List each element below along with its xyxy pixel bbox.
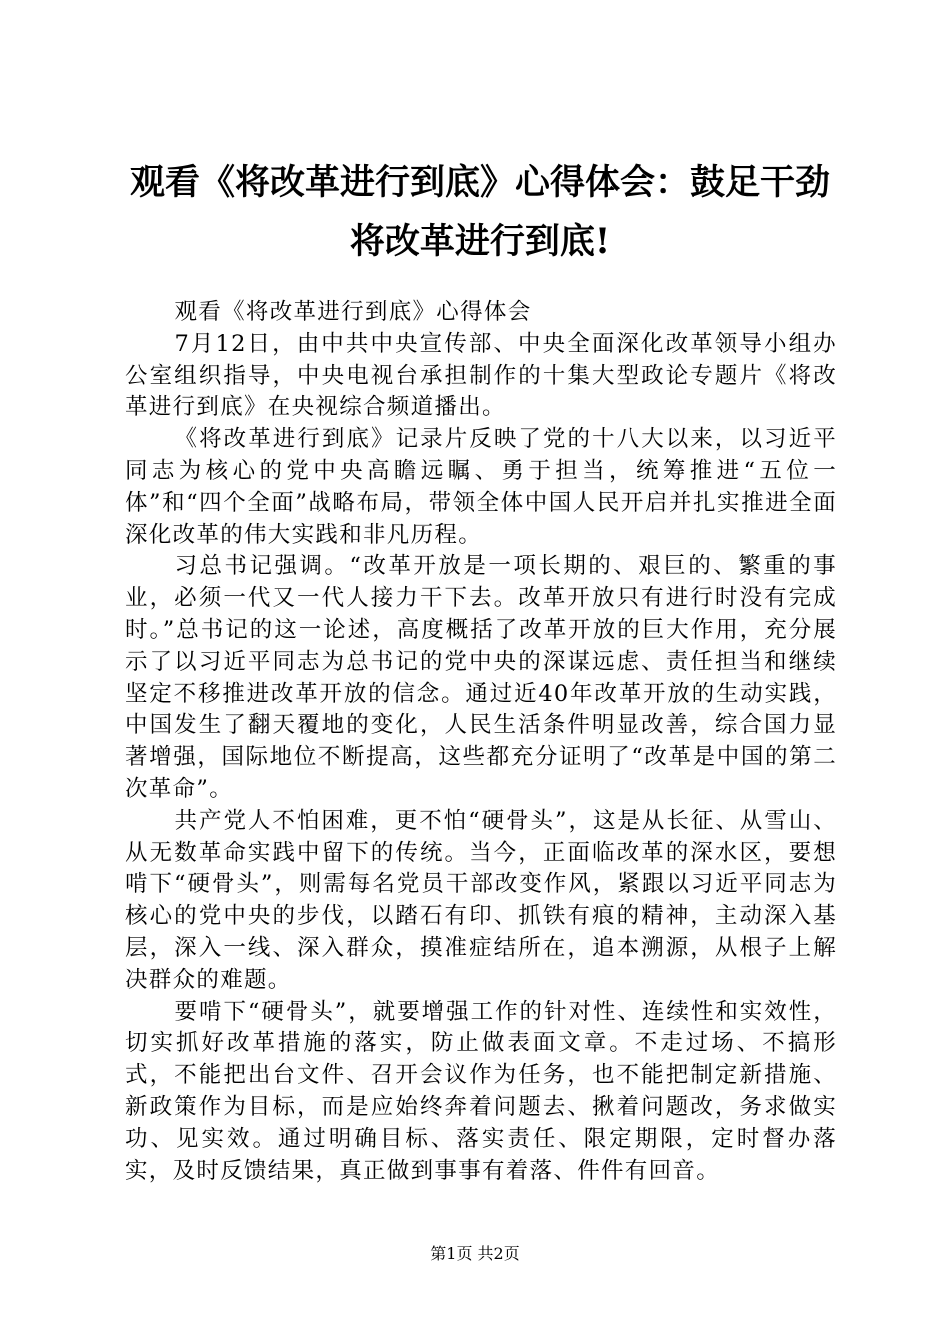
paragraph-subtitle: 观看《将改革进行到底》心得体会 [174,299,532,325]
paragraph: 要啃下“硬骨头”，就要增强工作的针对性、连续性和实效性，切实抓好改革措施的落实，防止做表面文章。不走过场、不搞形式，不能把出台文件、召开会议作为任务，也不能把制定新措施、新政策作为目标，而是应始终奔着问题去、揪着问题改，务求做实功、见实效。通过明确目标、落实责任、限定期限，定时督办落实，及时反馈结果，真正做到事事有着落、件件有回音。 [125,998,837,1184]
document-title-line-1: 观看《将改革进行到底》心得体会：鼓足干劲 [129,162,830,203]
document-title-line-2: 将改革进行到底! [349,221,611,262]
paragraph: 习总书记强调。“改革开放是一项长期的、艰巨的、繁重的事业，必须一代又一代人接力干下去。改革开放只有进行时没有完成时。”总书记的这一论述，高度概括了改革开放的巨大作用，充分展示了以习近平同志为总书记的党中央的深谋远虑、责任担当和继续坚定不移推进改革开放的信念。通过近40年改革开放的生动实践，中国发生了翻天覆地的变化，人民生活条件明显改善，综合国力显著增强，国际地位不断提高，这些都充分证明了“改革是中国的第二次革命”。 [125,553,837,802]
paragraph: 7月12日，由中共中央宣传部、中央全面深化改革领导小组办公室组织指导，中央电视台承担制作的十集大型政论专题片《将改革进行到底》在央视综合频道播出。 [125,330,837,421]
page-number-footer: 第1页 共2页 [430,1244,520,1263]
paragraph: 共产党人不怕困难，更不怕“硬骨头”，这是从长征、从雪山、从无数革命实践中留下的传统。当今，正面临改革的深水区，要想啃下“硬骨头”，则需每名党员干部改变作风，紧跟以习近平同志为核心的党中央的步伐，以踏石有印、抓铁有痕的精神，主动深入基层，深入一线、深入群众，摸准症结所在，追本溯源，从根子上解决群众的难题。 [125,807,837,993]
paragraph: 《将改革进行到底》记录片反映了党的十八大以来，以习近平同志为核心的党中央高瞻远瞩、勇于担当，统筹推进“五位一体”和“四个全面”战略布局，带领全体中国人民开启并扎实推进全面深化改革的伟大实践和非凡历程。 [125,426,837,548]
document-body [125,297,837,1187]
